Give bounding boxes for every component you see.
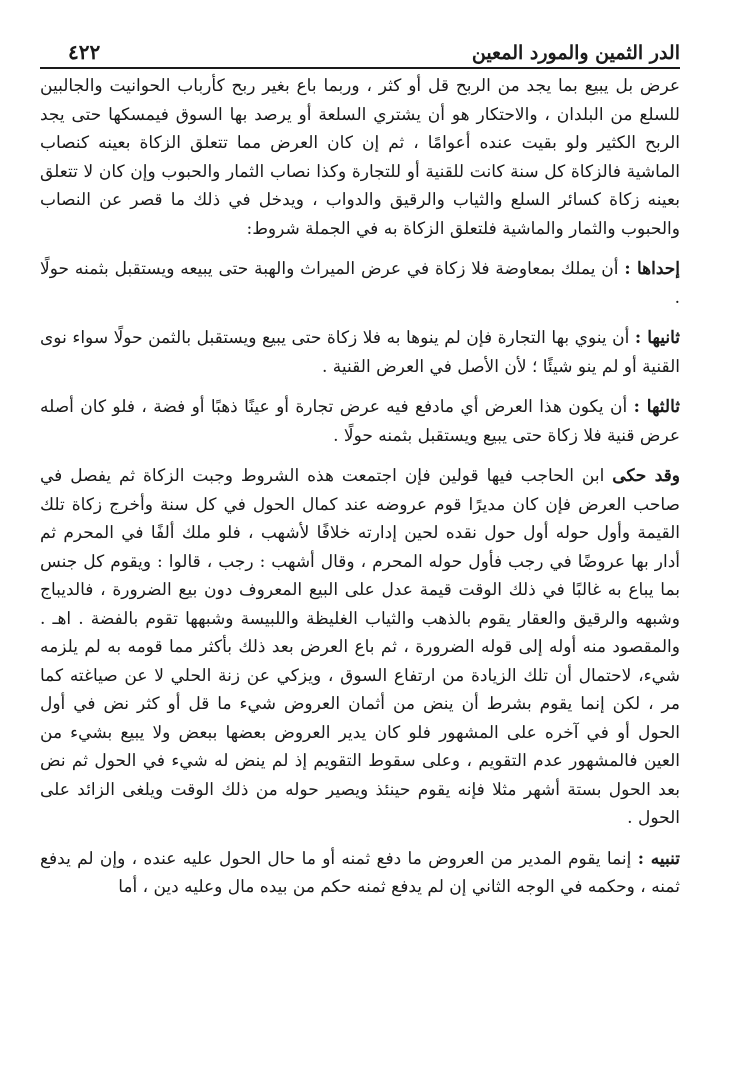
paragraph-note xyxy=(40,845,680,902)
paragraph-condition-3 xyxy=(40,393,680,450)
paragraph-lead: ثانيها : xyxy=(634,328,681,348)
paragraph-lead: تنبيه : xyxy=(637,848,680,869)
paragraph-condition-2 xyxy=(40,324,680,381)
paragraph-text: إنما يقوم المدير من العروض ما دفع ثمنه أو ما حال الحول عليه عنده ، وإن لم يدفع ثمنه ، وحكمه في الوجه الثاني إن لم يدفع ثمنه حكم من بيده مال وعليه دين ، أما xyxy=(40,848,680,897)
paragraph-condition-1 xyxy=(40,255,680,312)
paragraph-text: أن يكون هذا العرض أي مادفع فيه عرض تجارة أو عينًا ذهبًا أو فضة ، فلو كان أصله عرض قنية فلا زكاة حتى يبيع ويستقبل بثمنه حولًا . xyxy=(40,397,680,446)
paragraph-lead: وقد حكى xyxy=(612,466,680,486)
paragraph-text: أن يملك بمعاوضة فلا زكاة في عرض الميراث والهبة حتى يبيعه ويستقبل بثمنه حولًا . xyxy=(40,259,680,308)
page-number: ٤٢٢ xyxy=(68,40,101,64)
paragraph-text: ابن الحاجب فيها قولين فإن اجتمعت هذه الشروط وجبت الزكاة ثم يفصل في صاحب العرض فإن كان مديرًا قوم عروضه عند كمال الحول في كل سنة وأخرج زكاة تلك القيمة وأول حوله أول حول نقده لحين إدارته خلافًا لأشهب ، فلو ملك ألفًا في المحرم ثم أدار بها عروضًا في رجب فأول حوله المحرم ، وقال أشهب : رجب ، قالوا : ويقوم كل جنس بما يباع به غالبًا في ذلك الوقت قيمة عدل على البيع المعروف دون بيع الضرورة ، فالديباج وشبهه والرقيق والعقار يقوم بالذهب والثياب الغليظة واللبيسة وشبهها تقوم بالفضة . اهـ . والمقصود منه أوله إلى قوله الضرورة ، ثم باع العرض بعد ذلك بأكثر مما قومه به لم يلزمه شيء، لاحتمال أن تلك الزيادة من ارتفاع السوق ، ويزكي عن زنة الحلي لا عن صياغته كما مر ، لكن إنما يقوم بشرط أن ينض من أثمان العروض شيء ما قل أو كثر نض في أول الحول أو في آخره على المشهور فلو كان يدير العروض بعضها ببعض ولا يبيع بشيء من العين فالمشهور عدم التقويم ، وعلى سقوط التقويم إذ لم ينض له شيء في الحول ثم نض بعد الحول بستة أشهر مثلا فإنه يقوم حينئذ ويصير حوله من ذلك الوقت ويلغى الزائد على الحول . xyxy=(40,466,680,828)
paragraph-ibn-hajib xyxy=(40,462,680,833)
body-text xyxy=(40,72,680,908)
paragraph-opening xyxy=(40,72,680,243)
book-page xyxy=(40,30,680,1060)
paragraph-lead: إحداها : xyxy=(624,259,681,279)
running-title: الدر الثمين والمورد المعين xyxy=(471,42,680,64)
paragraph-text: عرض بل يبيع بما يجد من الربح قل أو كثر ، وربما باع بغير ربح كأرباب الحوانيت والجالبين للسلع من البلدان ، والاحتكار هو أن يشتري السلعة أو يرصد بها السوق فيمسكها حتى يجد الربح الكثير ولو بقيت عنده أعوامًا ، ثم إن كان العرض مما تتعلق الزكاة بعينه كنصاب الماشية فالزكاة كل سنة كانت للقنية أو للتجارة وكذا نصاب الثمار والحبوب وإن كان لا تتعلق بعينه زكاة كسائر السلع والثياب والرقيق والدواب ، ويدخل في ذلك ما قصر عن النصاب والحبوب والثمار والماشية فلتعلق الزكاة به في الجملة شروط: xyxy=(40,76,680,239)
paragraph-lead: ثالثها : xyxy=(633,397,681,417)
paragraph-text: أن ينوي بها التجارة فإن لم ينوها به فلا زكاة حتى يبيع ويستقبل بالثمن حولًا سواء نوى القنية أو لم ينو شيئًا ؛ لأن الأصل في العرض القنية . xyxy=(40,328,680,377)
page-header xyxy=(40,30,680,69)
